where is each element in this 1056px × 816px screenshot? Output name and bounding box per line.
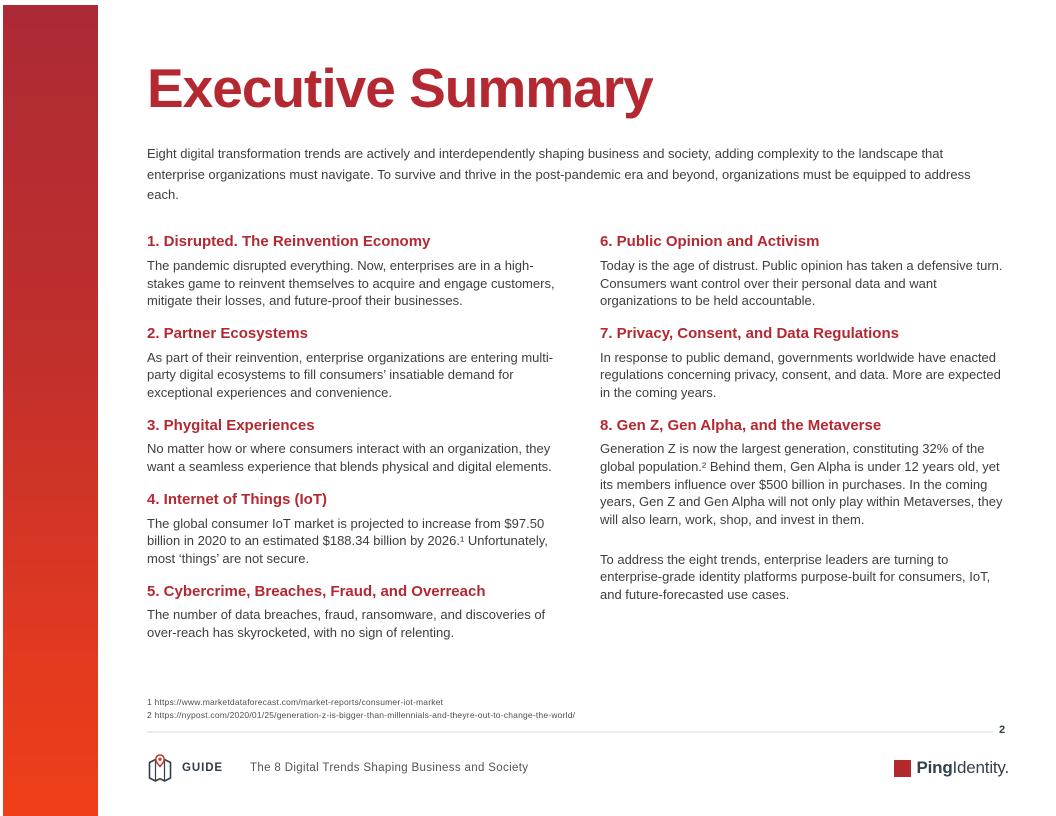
closing-paragraph: To address the eight trends, enterprise leaders are turning to enterprise-grade identity platforms purpose-built for consumers, IoT, and future-forecasted use cases. — [600, 551, 991, 603]
section-body: No matter how or where consumers interact with an organization, they want a seamless experience that blends physical and digital elements. — [147, 441, 552, 475]
page-number: 2 — [999, 724, 1006, 736]
section-heading: 5. Cybercrime, Breaches, Fraud, and Overreach — [147, 582, 486, 600]
brand-name-bold: Ping — [916, 758, 953, 777]
document-title: The 8 Digital Trends Shaping Business and Society — [250, 762, 529, 774]
section-heading: 2. Partner Ecosystems — [147, 324, 308, 342]
footnote-link[interactable]: 1 https://www.marketdataforecast.com/market-reports/consumer-iot-market — [147, 697, 444, 707]
footnote-link[interactable]: 2 https://nypost.com/2020/01/25/generation-z-is-bigger-than-millennials-and-theyre-out-to-change-the-world/ — [147, 710, 576, 720]
section-body: Today is the age of distrust. Public opinion has taken a defensive turn. Consumers want control over their personal data and want organizations to be held accountable. — [600, 257, 1003, 309]
section-heading: 8. Gen Z, Gen Alpha, and the Metaverse — [600, 416, 882, 434]
two-column-layout — [147, 233, 1009, 656]
section-body: The global consumer IoT market is projected to increase from $97.50 billion in 2020 to an estimated $188.34 billion by 2026.¹ Unfortunately, most ‘things’ are not secure. — [147, 515, 548, 566]
section-4 — [147, 491, 558, 568]
section-heading: 1. Disrupted. The Reinvention Economy — [147, 233, 431, 251]
logo-mark — [894, 760, 911, 777]
page-content — [147, 57, 1009, 657]
section-body: As part of their reinvention, enterprise organizations are entering multi-party digital ecosystems to fill consumers’ insatiable demand for exceptional experiences and convenience. — [147, 349, 554, 400]
page-title: Executive Summary — [147, 57, 653, 119]
section-body: The pandemic disrupted everything. Now, enterprises are in a high-stakes game to reinvent themselves to acquire and engage customers, mitigate their losses, and future-proof their businesses. — [147, 257, 555, 309]
section-heading: 7. Privacy, Consent, and Data Regulations — [600, 324, 899, 342]
map-guide-icon — [147, 753, 173, 783]
ping-identity-logo — [894, 758, 1009, 778]
section-7 — [600, 325, 1009, 402]
section-body: Generation Z is now the largest generation, constituting 32% of the global population.² Behind them, Gen Alpha is under 12 years old, yet its members influence over $500 billion in purchases. In the coming years, Gen Z and Gen Alpha will not only play within Metaverses, they will also learn, work, shop, and invest in them. — [600, 441, 1003, 528]
footer-divider — [147, 731, 993, 733]
footnotes — [147, 696, 575, 722]
section-6 — [600, 233, 1009, 310]
section-heading: 6. Public Opinion and Activism — [600, 233, 820, 251]
left-column — [147, 233, 558, 656]
section-3 — [147, 417, 558, 476]
section-heading: 3. Phygital Experiences — [147, 416, 315, 434]
guide-badge-label: GUIDE — [182, 762, 224, 774]
section-1 — [147, 233, 558, 310]
section-2 — [147, 325, 558, 402]
footer-left-group — [147, 753, 528, 783]
left-accent-bar — [3, 5, 98, 816]
intro-paragraph: Eight digital transformation trends are actively and interdependently shaping business and society, adding complexity to the landscape that enterprise organizations must navigate. To survive and thrive in the post-pandemic era and beyond, organizations must be equipped to address each. — [147, 145, 971, 203]
brand-name-regular: Identity. — [952, 758, 1009, 777]
right-column — [600, 233, 1009, 656]
section-8 — [600, 417, 1009, 529]
section-body: In response to public demand, governments worldwide have enacted regulations concerning privacy, consent, and data. More are expected in the coming years. — [600, 349, 1001, 400]
section-5 — [147, 583, 558, 642]
section-heading: 4. Internet of Things (IoT) — [147, 490, 327, 508]
section-body: The number of data breaches, fraud, ransomware, and discoveries of over-reach has skyrocketed, with no sign of relenting. — [147, 607, 546, 640]
page-footer — [147, 751, 1009, 785]
